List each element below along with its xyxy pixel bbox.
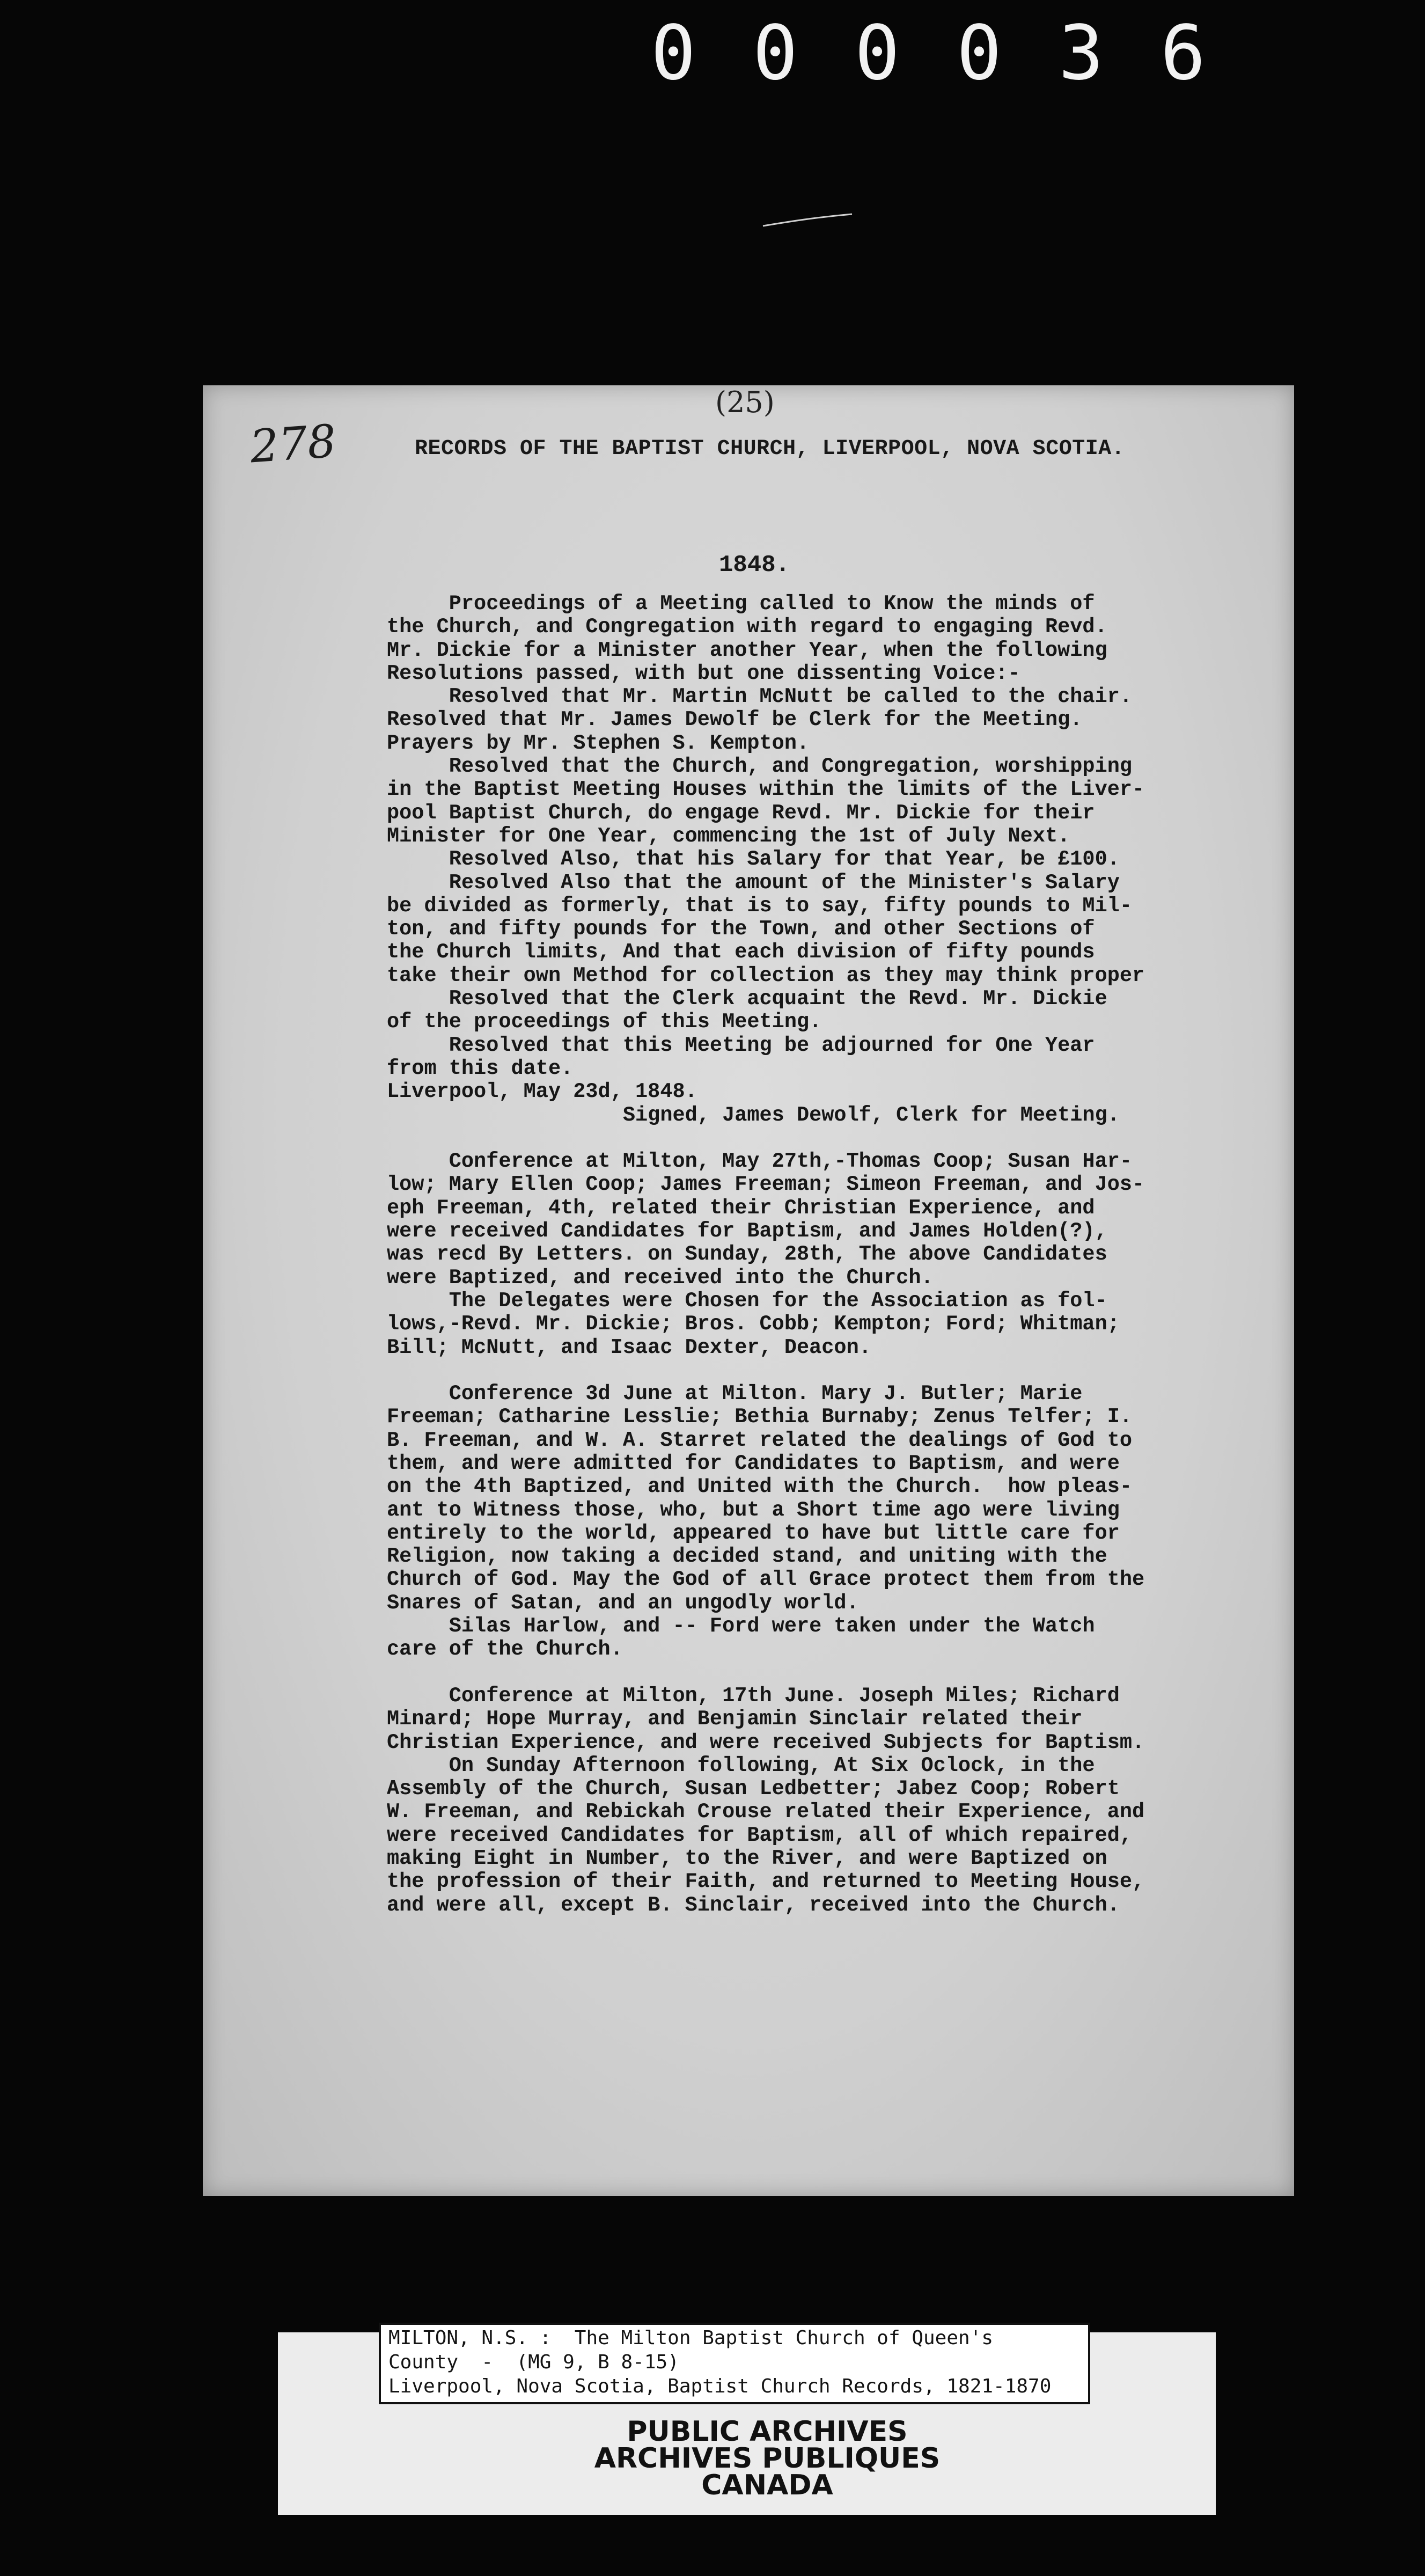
text-line: entirely to the world, appeared to have but little care for xyxy=(387,1521,1120,1545)
text-line: in the Baptist Meeting Houses within the limits of the Liver- xyxy=(387,778,1145,802)
text-line: Liverpool, May 23d, 1848. xyxy=(387,1080,697,1104)
text-line: Prayers by Mr. Stephen S. Kempton. xyxy=(387,731,810,755)
text-line xyxy=(387,1662,1288,1685)
frame-digit: 6 xyxy=(1160,10,1206,97)
text-line: Church of God. May the God of all Grace protect them from the xyxy=(387,1568,1145,1592)
bleed-through-text xyxy=(493,2060,1163,2153)
text-line: Mr. Dickie for a Minister another Year, when the following xyxy=(387,638,1107,662)
catalog-line: Liverpool, Nova Scotia, Baptist Church Records, 1821-1870 xyxy=(388,2375,1052,2397)
text-line: Resolutions passed, with but one dissenting Voice:- xyxy=(387,661,1020,685)
frame-digit: 0 xyxy=(854,10,900,97)
text-line: Resolved that Mr. Martin McNutt be called to the chair. xyxy=(387,685,1133,709)
text-line: and were all, except B. Sinclair, received into the Church. xyxy=(387,1893,1120,1917)
text-line: Proceedings of a Meeting called to Know the minds of xyxy=(387,592,1095,616)
text-line: Resolved that the Clerk acquaint the Revd. Mr. Dickie xyxy=(387,987,1107,1011)
text-line: Bill; McNutt, and Isaac Dexter, Deacon. xyxy=(387,1335,871,1359)
text-line: of the proceedings of this Meeting. xyxy=(387,1010,822,1034)
text-line: was recd By Letters. on Sunday, 28th, The above Candidates xyxy=(387,1242,1107,1267)
frame-digit: 0 xyxy=(752,10,798,97)
text-line: W. Freeman, and Rebickah Crouse related their Experience, and xyxy=(387,1800,1145,1824)
text-line: were received Candidates for Baptism, and James Holden(?), xyxy=(387,1219,1107,1243)
catalog-label xyxy=(379,2323,1090,2404)
page-number: (25) xyxy=(715,385,775,419)
document-body xyxy=(387,592,1288,1917)
text-line xyxy=(387,1127,1288,1150)
text-line: the profession of their Faith, and returned to Meeting House, xyxy=(387,1870,1145,1894)
text-line: be divided as formerly, that is to say, fifty pounds to Mil- xyxy=(387,894,1133,918)
text-line: ton, and fifty pounds for the Town, and other Sections of xyxy=(387,917,1095,941)
text-line: Christian Experience, and were received Subjects for Baptism. xyxy=(387,1730,1145,1754)
text-line: Minister for One Year, commencing the 1st of July Next. xyxy=(387,824,1070,848)
catalog-line: County - (MG 9, B 8-15) xyxy=(388,2351,679,2373)
text-line: take their own Method for collection as they may think proper xyxy=(387,963,1145,987)
text-line: On Sunday Afternoon following, At Six Oclock, in the xyxy=(387,1753,1095,1777)
frame-digit: 0 xyxy=(650,10,696,97)
frame-digit: 3 xyxy=(1058,10,1104,97)
text-line: Freeman; Catharine Lesslie; Bethia Burnaby; Zenus Telfer; I. xyxy=(387,1405,1133,1429)
archives-line: CANADA xyxy=(701,2469,833,2501)
text-line: care of the Church. xyxy=(387,1637,623,1662)
text-line: from this date. xyxy=(387,1056,574,1080)
text-line: the Church limits, And that each division of fifty pounds xyxy=(387,940,1095,964)
folio-number: 278 xyxy=(248,414,338,473)
text-line: low; Mary Ellen Coop; James Freeman; Simeon Freeman, and Jos- xyxy=(387,1173,1145,1197)
bleed-through-text xyxy=(493,466,1163,559)
text-line: Conference at Milton, May 27th,-Thomas Coop; Susan Har- xyxy=(387,1150,1133,1174)
text-line: pool Baptist Church, do engage Revd. Mr. Dickie for their xyxy=(387,801,1095,825)
text-line: The Delegates were Chosen for the Association as fol- xyxy=(387,1289,1107,1313)
text-line: Resolved that Mr. James Dewolf be Clerk for the Meeting. xyxy=(387,708,1083,732)
text-line: Resolved that this Meeting be adjourned for One Year xyxy=(387,1033,1095,1057)
document-year: 1848. xyxy=(719,552,790,579)
archives-stamp xyxy=(526,2418,1009,2499)
catalog-line: MILTON, N.S. : The Milton Baptist Church of Queen's xyxy=(388,2327,994,2349)
text-line: Conference 3d June at Milton. Mary J. Butler; Marie xyxy=(387,1382,1083,1406)
text-line: Assembly of the Church, Susan Ledbetter; Jabez Coop; Robert xyxy=(387,1777,1120,1801)
document-page xyxy=(203,385,1294,2196)
frame-digit: 0 xyxy=(956,10,1002,97)
frame-number xyxy=(633,10,1223,97)
text-line: the Church, and Congregation with regard to engaging Revd. xyxy=(387,615,1107,639)
text-line: Silas Harlow, and -- Ford were taken under the Watch xyxy=(387,1614,1095,1638)
text-line: making Eight in Number, to the River, and were Baptized on xyxy=(387,1847,1107,1871)
text-line: eph Freeman, 4th, related their Christian Experience, and xyxy=(387,1196,1095,1220)
text-line: Snares of Satan, and an ungodly world. xyxy=(387,1591,859,1615)
text-line: were Baptized, and received into the Church. xyxy=(387,1265,934,1290)
archives-line: ARCHIVES PUBLIQUES xyxy=(594,2442,941,2475)
document-title: RECORDS OF THE BAPTIST CHURCH, LIVERPOOL, NOVA SCOTIA. xyxy=(415,437,1125,461)
text-line: Minard; Hope Murray, and Benjamin Sinclair related their xyxy=(387,1707,1083,1731)
text-line: Conference at Milton, 17th June. Joseph Miles; Richard xyxy=(387,1684,1120,1708)
text-line: lows,-Revd. Mr. Dickie; Bros. Cobb; Kempton; Ford; Whitman; xyxy=(387,1312,1120,1336)
text-line: Religion, now taking a decided stand, and uniting with the xyxy=(387,1545,1107,1569)
film-scratch xyxy=(762,212,853,228)
text-line: ant to Witness those, who, but a Short time ago were living xyxy=(387,1498,1120,1522)
text-line: Resolved that the Church, and Congregation, worshipping xyxy=(387,755,1133,779)
text-line: Signed, James Dewolf, Clerk for Meeting. xyxy=(387,1103,1120,1127)
text-line: were received Candidates for Baptism, all of which repaired, xyxy=(387,1823,1133,1847)
text-line: Resolved Also that the amount of the Minister's Salary xyxy=(387,870,1120,895)
text-line xyxy=(387,1359,1288,1382)
text-line: on the 4th Baptized, and United with the Church. how pleas- xyxy=(387,1475,1133,1499)
text-line: B. Freeman, and W. A. Starret related the dealings of God to xyxy=(387,1428,1133,1452)
archives-line: PUBLIC ARCHIVES xyxy=(627,2416,908,2448)
text-line: them, and were admitted for Candidates to Baptism, and were xyxy=(387,1451,1120,1475)
text-line: Resolved Also, that his Salary for that Year, be £100. xyxy=(387,847,1120,872)
